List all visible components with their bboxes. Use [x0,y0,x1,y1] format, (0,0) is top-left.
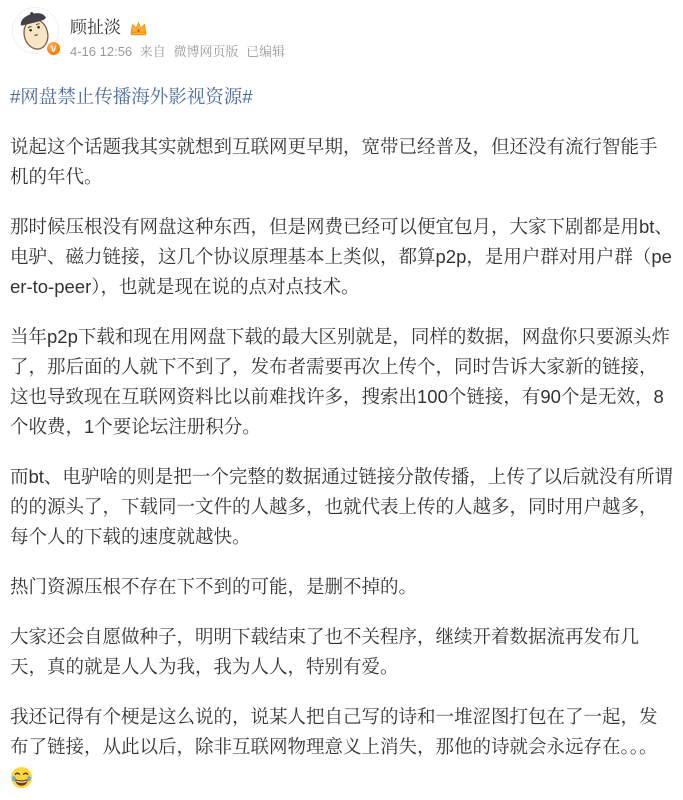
paragraph: 而bt、电驴啥的则是把一个完整的数据通过链接分散传播，上传了以后就没有所谓的的源头了，下载同一文件的人越多，也就代表上传的人越多，同时用户越多，每个人的下载的速度就越快。 [10,466,673,547]
paragraph: 热门资源压根不存在下不到的可能，是删不掉的。 [10,576,418,597]
edited-label[interactable]: 已编辑 [246,44,286,59]
post-content [0,82,683,792]
post-meta [70,44,289,60]
paragraph: 当年p2p下载和现在用网盘下载的最大区别就是，同样的数据，网盘你只要源头炸了，那后面的人就下不到了，发布者需要再次上传个，同时告诉大家新的链接，这也导致现在互联网资料比以前难找许多，搜索出100个链接，有90个是无效，8个收费，1个要论坛注册积分。 [10,326,670,437]
paragraph: 那时候压根没有网盘这种东西，但是网费已经可以便宜包月，大家下剧都是用bt、电驴、磁力链接，这几个协议原理基本上类似，都算p2p，是用户群对用户群（peer-to-peer），也就是现在说的点对点技术。 [10,216,673,297]
user-block [70,17,289,60]
paragraph: 我还记得有个梗是这么说的，说某人把自己写的诗和一堆涩图打包在了一起，发布了链接，从此以后，除非互联网物理意义上消失，那他的诗就会永远存在。。。 [10,706,658,757]
username[interactable]: 顾扯淡 [70,18,121,37]
verified-v-icon: V [46,41,61,56]
source-prefix: 来自 [139,44,166,59]
timestamp[interactable]: 4-16 12:56 [70,44,133,59]
hashtag-link[interactable]: #网盘禁止传播海外影视资源# [10,86,253,107]
paragraph: 说起这个话题我其实就想到互联网更早期，宽带已经普及，但还没有流行智能手机的年代。 [10,136,658,187]
vip-crown-icon [129,20,148,37]
laugh-cry-emoji-icon [10,766,33,789]
source-app-link[interactable]: 微博网页版 [173,44,239,59]
post-header [0,0,683,82]
paragraph: 大家还会自愿做种子，明明下载结束了也不关程序，继续开着数据流再发布几天，真的就是人人为我，我为人人，特别有爱。 [10,626,640,677]
avatar[interactable] [12,7,59,54]
